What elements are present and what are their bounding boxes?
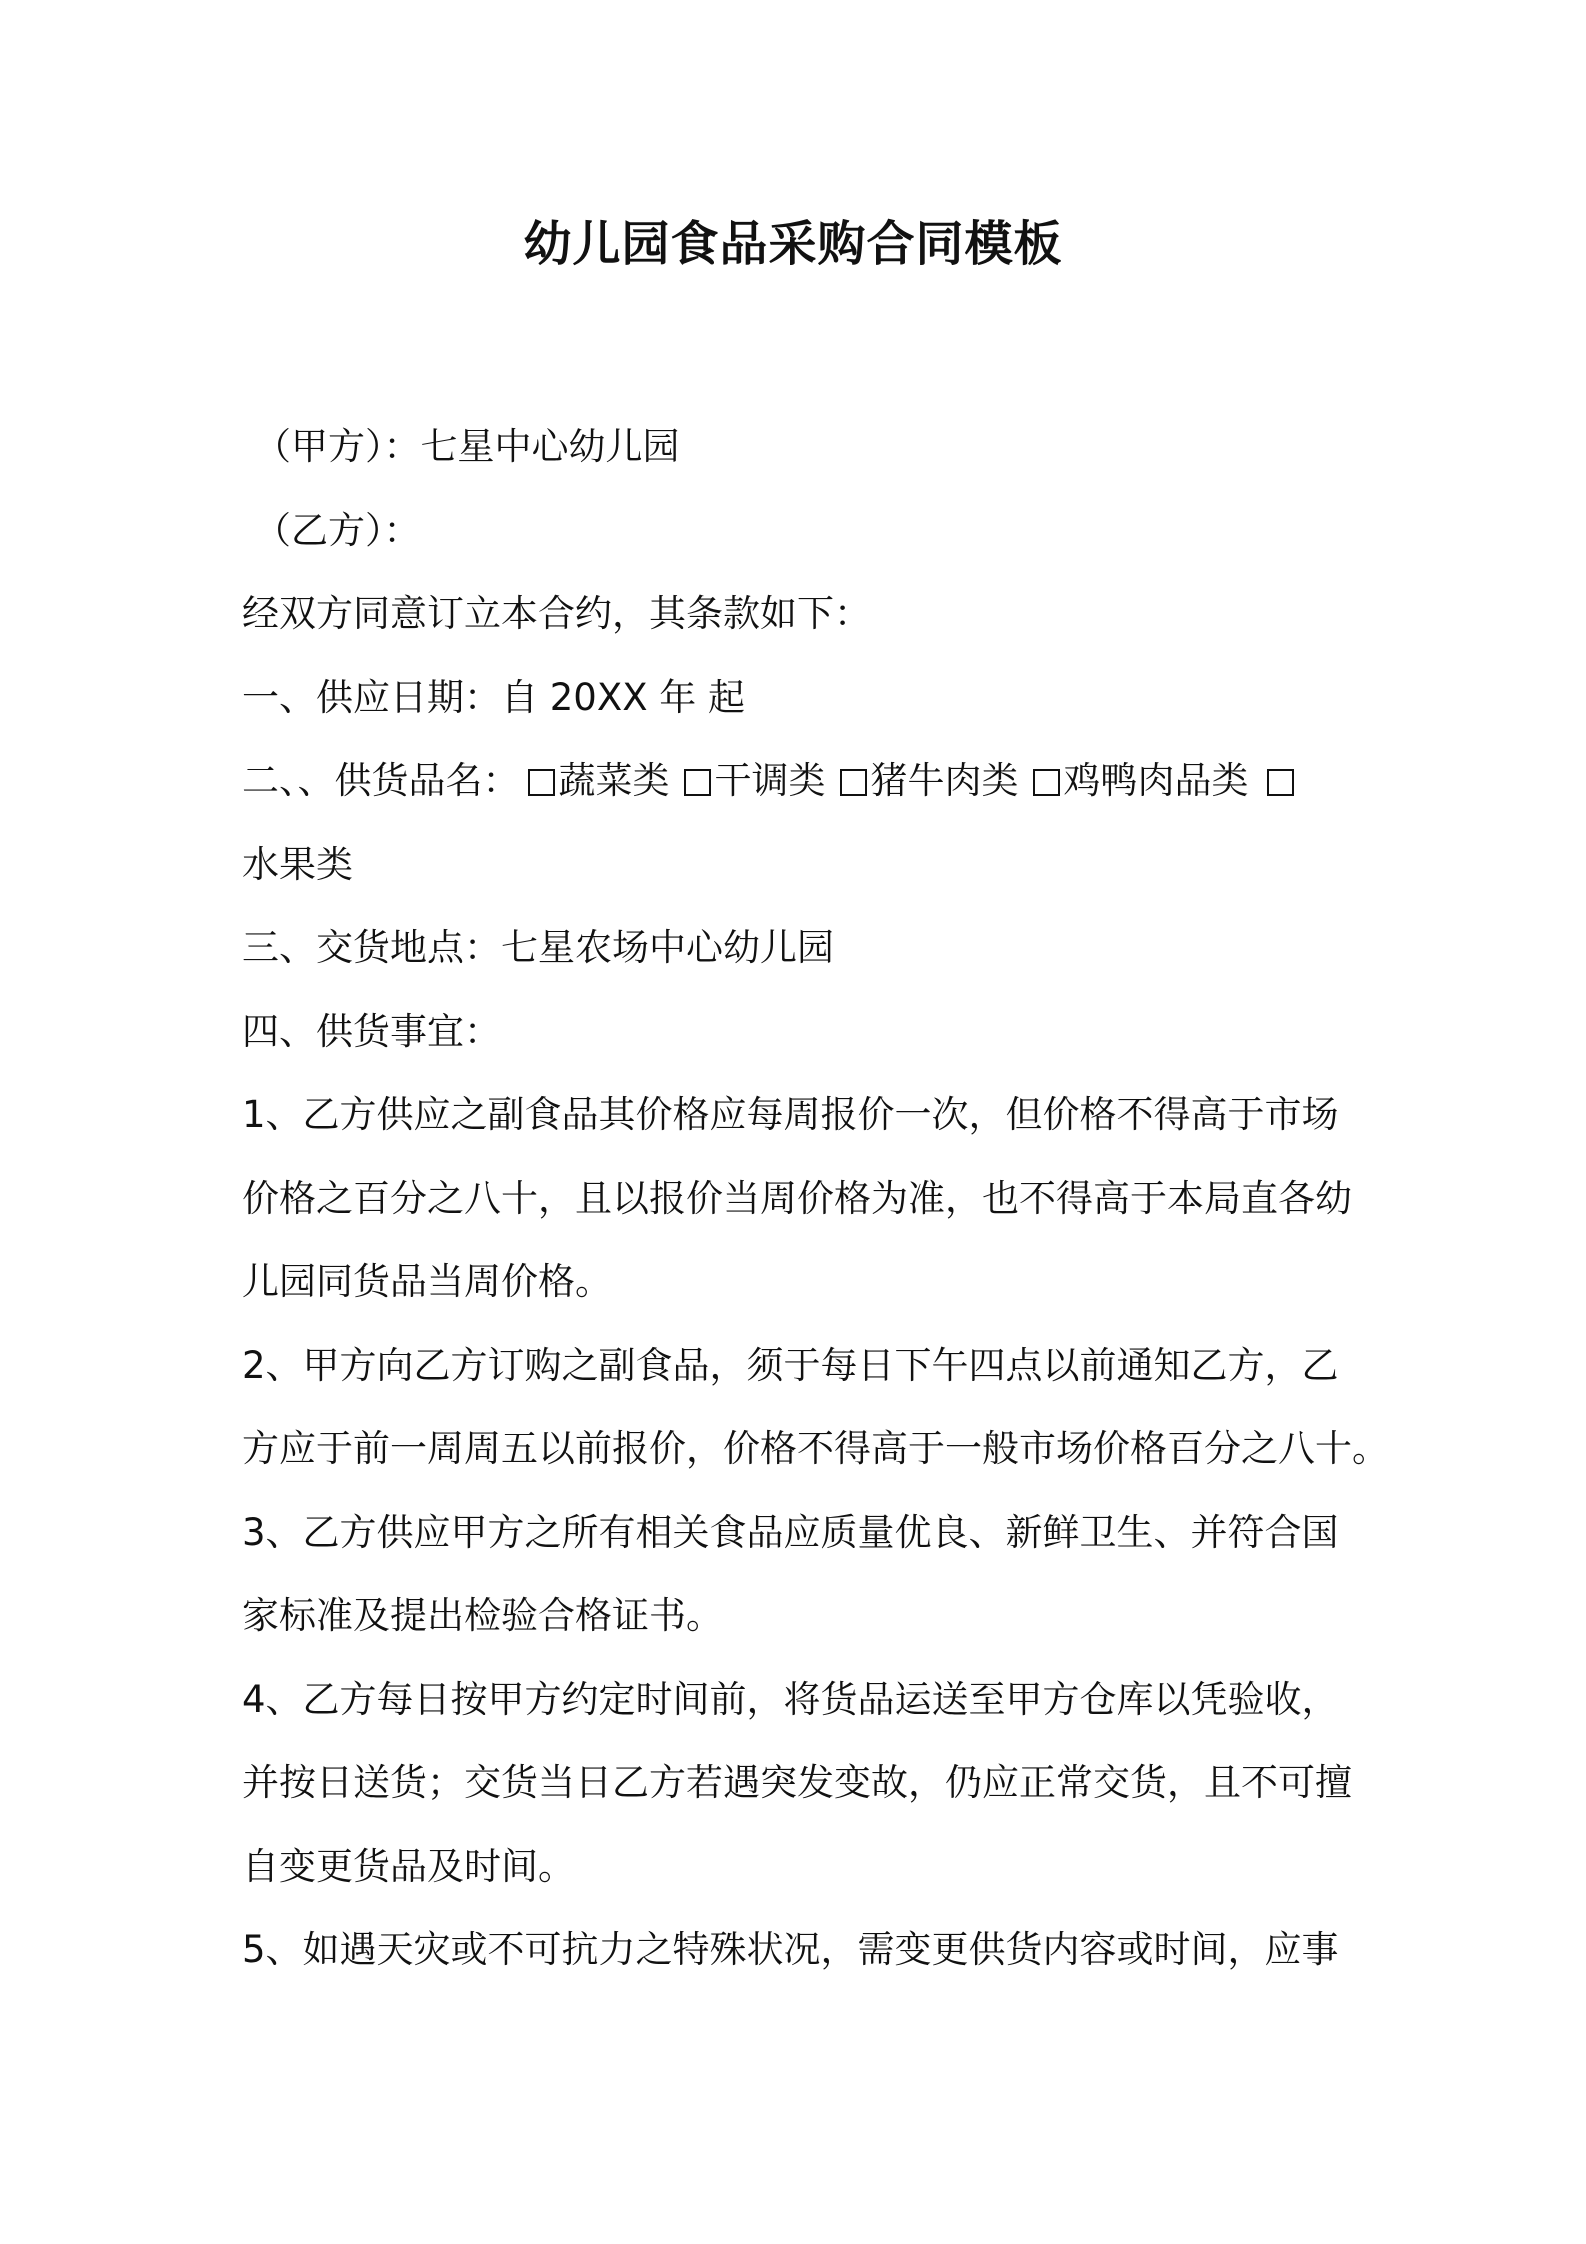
clause-delivery-location: 三、交货地点：七星农场中心幼儿园 xyxy=(242,926,834,969)
goods-dry-seasonings: 干调类 xyxy=(714,759,826,802)
item-4-line: 并按日送货；交货当日乙方若遇突发变故，仍应正常交货，且不可擅 xyxy=(242,1761,1352,1804)
clause-supply-matters: 四、供货事宜： xyxy=(242,1009,501,1053)
item-4-line: 4、乙方每日按甲方约定时间前，将货品运送至甲方仓库以凭验收， xyxy=(242,1677,1339,1721)
item-4-line: 自变更货品及时间。 xyxy=(242,1844,575,1888)
goods-poultry: 鸡鸭肉品类 xyxy=(1063,759,1249,802)
checkbox-pork-beef[interactable] xyxy=(840,769,867,796)
item-3-line: 3、乙方供应甲方之所有相关食品应质量优良、新鲜卫生、并符合国 xyxy=(242,1510,1339,1554)
checkbox-poultry[interactable] xyxy=(1033,769,1060,796)
item-3-line: 家标准及提出检验合格证书。 xyxy=(242,1594,723,1637)
item-2-line: 2、甲方向乙方订购之副食品，须于每日下午四点以前通知乙方，乙 xyxy=(242,1343,1339,1387)
document-title: 幼儿园食品采购合同模板 xyxy=(523,216,1063,272)
clause-goods-names xyxy=(242,739,1362,823)
item-1-line: 价格之百分之八十，且以报价当周价格为准，也不得高于本局直各幼 xyxy=(242,1176,1352,1220)
item-1-line: 1、乙方供应之副食品其价格应每周报价一次，但价格不得高于市场 xyxy=(242,1093,1339,1136)
party-b-line: （乙方）： xyxy=(254,508,421,552)
checkbox-vegetables[interactable] xyxy=(528,769,555,796)
checkbox-fruit[interactable] xyxy=(1267,769,1294,796)
goods-label: 二、、供货品名： xyxy=(242,759,520,802)
document-body xyxy=(242,405,1389,1992)
party-a-line: （甲方）：七星中心幼儿园 xyxy=(254,425,680,468)
item-1-line: 儿园同货品当周价格。 xyxy=(242,1260,612,1303)
item-5-line: 5、如遇天灾或不可抗力之特殊状况，需变更供货内容或时间，应事 xyxy=(242,1928,1339,1971)
clause-supply-date: 一、供应日期：自 20XX 年 起 xyxy=(242,675,746,719)
goods-vegetables: 蔬菜类 xyxy=(558,759,670,802)
item-2-line: 方应于前一周周五以前报价，价格不得高于一般市场价格百分之八十。 xyxy=(242,1427,1389,1470)
goods-pork-beef: 猪牛肉类 xyxy=(870,759,1019,802)
intro-line: 经双方同意订立本合约，其条款如下： xyxy=(242,592,871,635)
checkbox-dry-seasonings[interactable] xyxy=(684,769,711,796)
goods-fruit-line: 水果类 xyxy=(242,842,353,886)
